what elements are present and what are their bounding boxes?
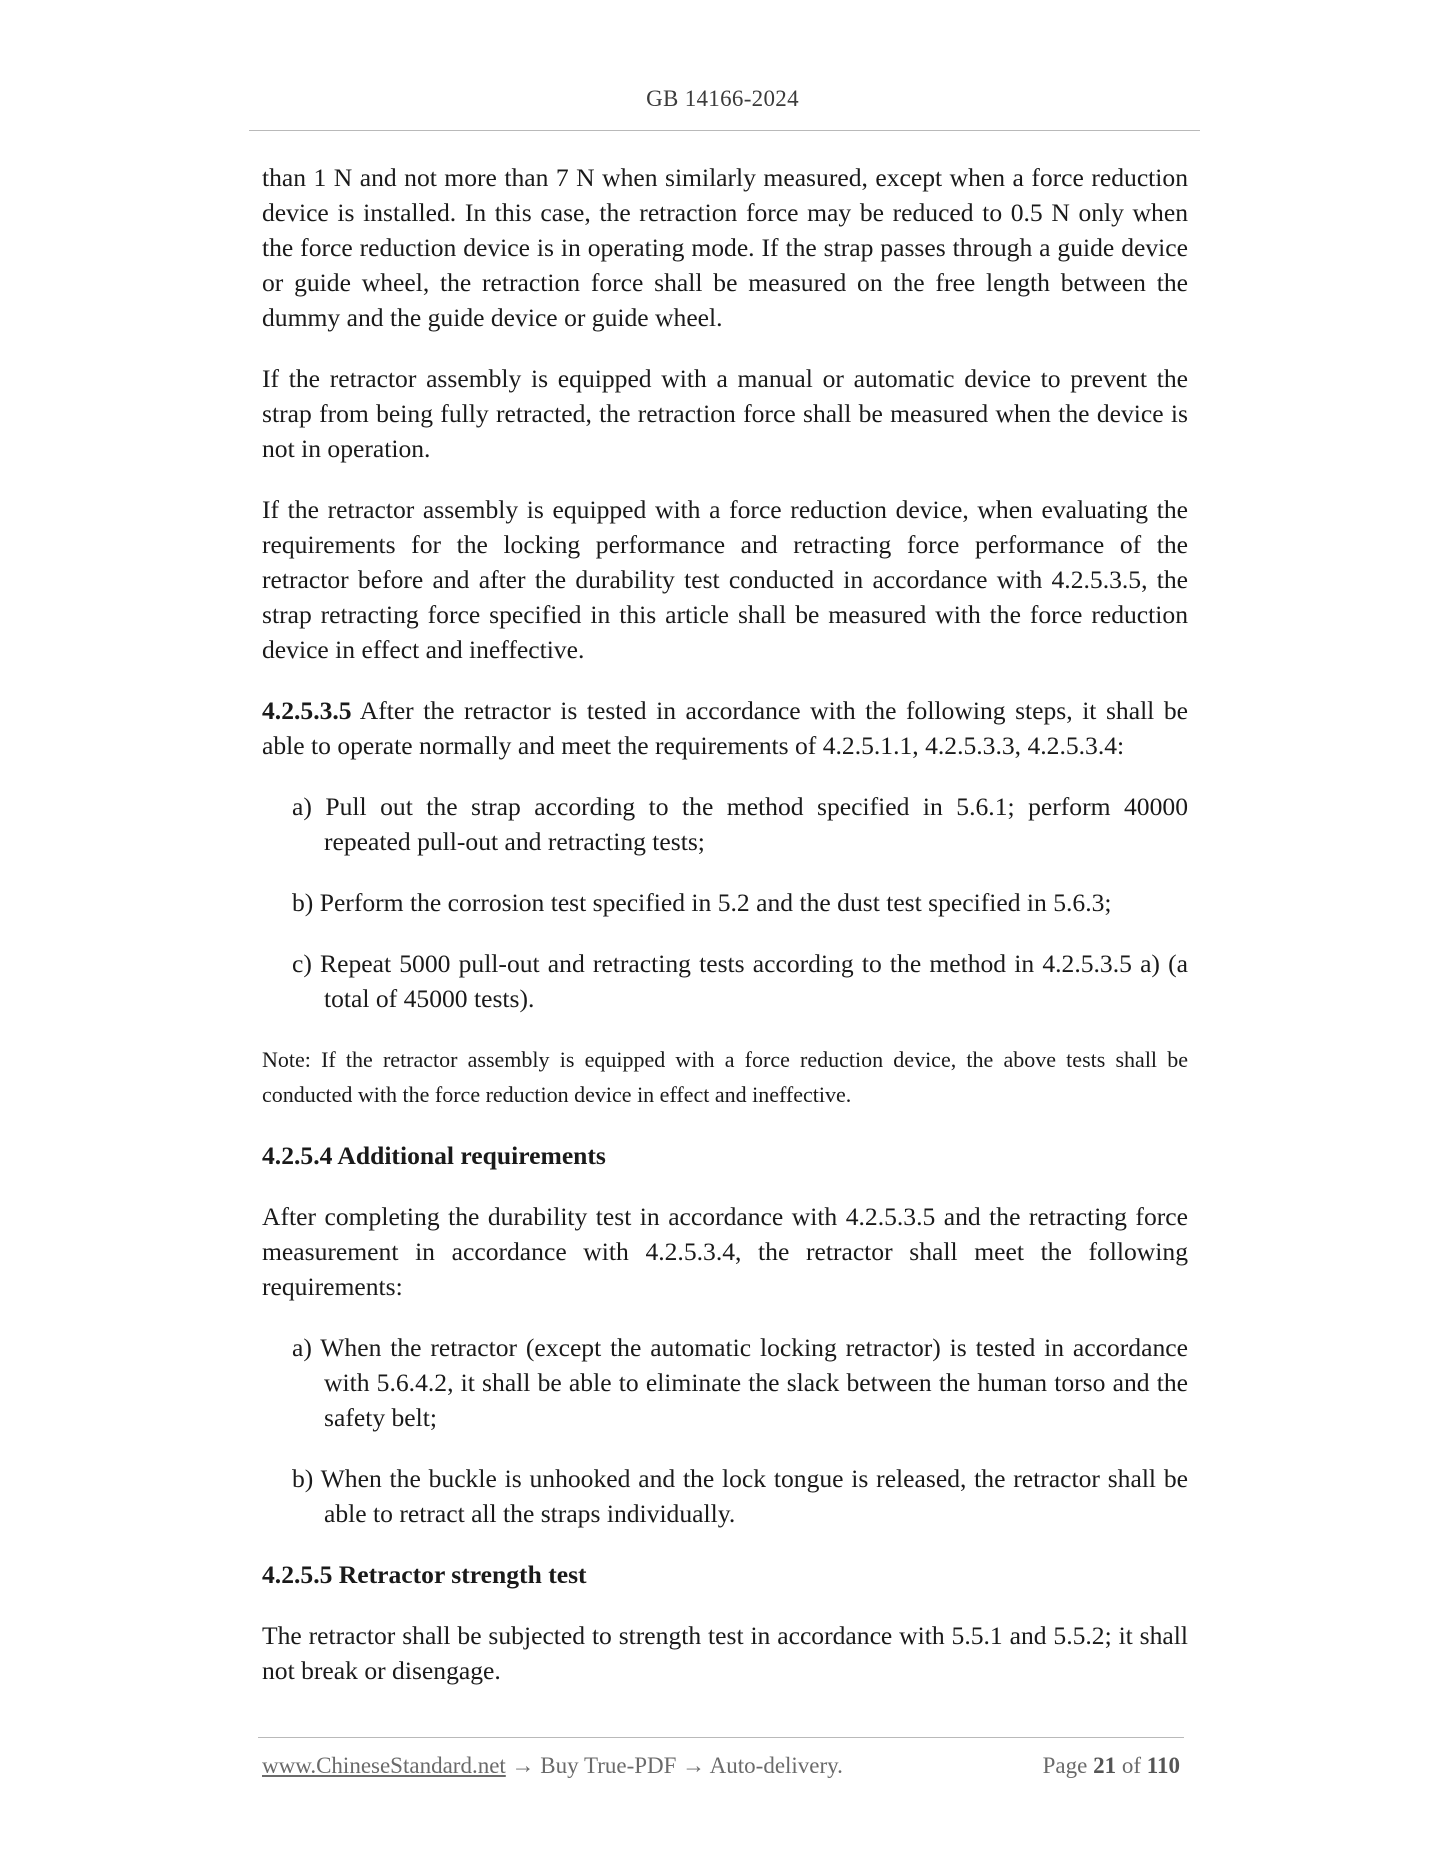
paragraph-2: If the retractor assembly is equipped with a manual or automatic device to prevent the strap from being fully retracted, the retraction force shall be measured when the device is not in operation. xyxy=(262,364,1188,463)
section-heading-4-2-5-5: 4.2.5.5 Retractor strength test xyxy=(262,1560,587,1589)
page-body xyxy=(262,160,1188,1714)
page-total: 110 xyxy=(1146,1753,1180,1778)
footer-divider xyxy=(258,1737,1184,1738)
paragraph-1: than 1 N and not more than 7 N when similarly measured, except when a force reduction device is installed. In this case, the retraction force may be reduced to 0.5 N only when the force reduction device is in operating mode. If the strap passes through a guide device or guide wheel, the retraction force shall be measured on the free length between the dummy and the guide device or guide wheel. xyxy=(262,163,1188,332)
page-label: Page xyxy=(1042,1753,1088,1778)
page-number xyxy=(1043,1753,1180,1779)
clause-number: 4.2.5.3.5 xyxy=(262,696,352,725)
page-of: of xyxy=(1121,1753,1142,1778)
list-item-a: a) When the retractor (except the automatic locking retractor) is tested in accordance with 5.6.4.2, it shall be able to eliminate the slack between the human torso and the safety belt; xyxy=(292,1333,1188,1432)
list-item-b: b) When the buckle is unhooked and the lock tongue is released, the retractor shall be able to retract all the straps individually. xyxy=(292,1464,1188,1528)
list-item-c: c) Repeat 5000 pull-out and retracting tests according to the method in 4.2.5.3.5 a) (a total of 45000 tests). xyxy=(292,949,1188,1013)
footer-left xyxy=(262,1753,843,1779)
note: Note: If the retractor assembly is equipped with a force reduction device, the above tests shall be conducted with the force reduction device in effect and ineffective. xyxy=(262,1047,1188,1107)
page-current: 21 xyxy=(1093,1753,1117,1778)
clause-text: After the retractor is tested in accordance with the following steps, it shall be able to operate normally and meet the requirements of 4.2.5.1.1, 4.2.5.3.3, 4.2.5.3.4: xyxy=(262,696,1188,760)
section-4-2-5-4-text: After completing the durability test in accordance with 4.2.5.3.5 and the retracting force measurement in accordance with 4.2.5.3.4, the retractor shall meet the following requirements: xyxy=(262,1202,1188,1301)
list-item-a: a) Pull out the strap according to the method specified in 5.6.1; perform 40000 repeated pull-out and retracting tests; xyxy=(292,792,1188,856)
page-header: GB 14166-2024 xyxy=(646,86,799,111)
section-heading-4-2-5-4: 4.2.5.4 Additional requirements xyxy=(262,1141,606,1170)
paragraph-3: If the retractor assembly is equipped with a force reduction device, when evaluating the requirements for the locking performance and retracting force performance of the retractor before and after the durability test conducted in accordance with 4.2.5.3.5, the strap retracting force specified in this article shall be measured with the force reduction device in effect and ineffective. xyxy=(262,495,1188,664)
section-4-2-5-5-text: The retractor shall be subjected to strength test in accordance with 5.5.1 and 5.5.2; it shall not break or disengage. xyxy=(262,1621,1188,1685)
clause-4-2-5-3-5 xyxy=(262,693,1188,763)
website-link[interactable]: www.ChineseStandard.net xyxy=(262,1753,506,1778)
footer-tagline: → Buy True-PDF → Auto-delivery. xyxy=(505,1753,843,1778)
list-item-b: b) Perform the corrosion test specified in 5.2 and the dust test specified in 5.6.3; xyxy=(292,888,1112,917)
header-divider xyxy=(249,130,1200,131)
